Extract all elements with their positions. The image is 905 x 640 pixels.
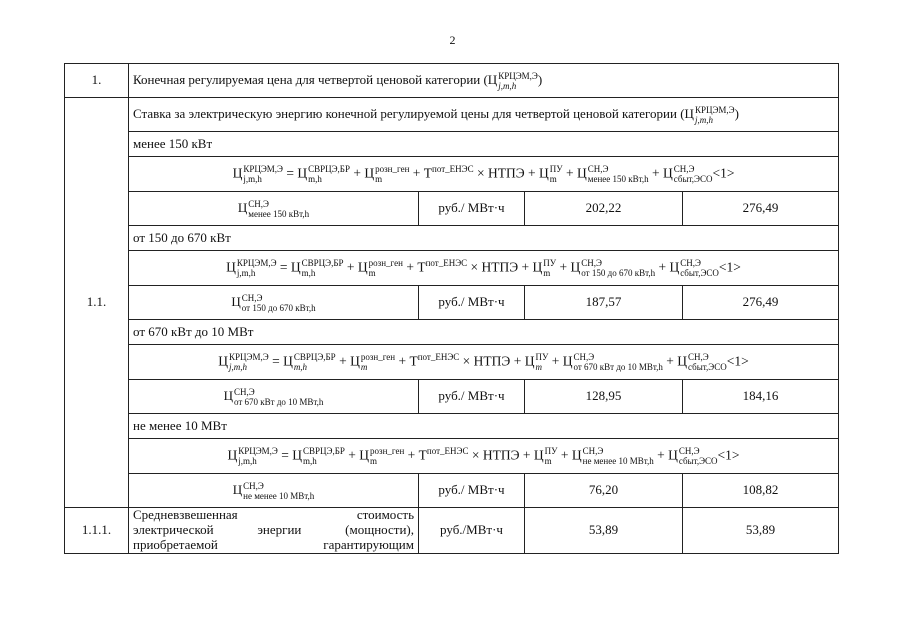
table-row-1	[65, 64, 839, 98]
value-row	[65, 474, 839, 508]
band-label-row	[65, 226, 839, 251]
formula-row	[65, 157, 839, 192]
unit: руб./ МВт·ч	[419, 474, 525, 508]
band-label: от 670 кВт до 10 МВт	[129, 320, 839, 345]
value-col-2: 276,49	[683, 286, 839, 320]
value-col-2: 276,49	[683, 192, 839, 226]
table-row-1-1	[65, 98, 839, 132]
unit: руб./ МВт·ч	[419, 286, 525, 320]
row-title: Конечная регулируемая цена для четвертой ценовой категории (Ц КРЦЭМ,Э j,m,h )	[129, 64, 839, 98]
band-label-row	[65, 132, 839, 157]
value-col-2: 184,16	[683, 380, 839, 414]
table-row-1-1-1	[65, 508, 839, 554]
tariff-table	[64, 63, 839, 554]
rate-symbol: Ц СН,Э не менее 10 МВт,h	[129, 474, 419, 508]
value-row	[65, 286, 839, 320]
row-description: Средневзвешенная стоимость электрической энергии (мощности), приобретаемой гарантирующим	[129, 508, 419, 554]
formula-row	[65, 439, 839, 474]
formula: Ц КРЦЭМ,Э j,m,h = Ц СВРЦЭ,БР m,h + Ц розн_ген m + $Т^{пот\_ЕНЭС}$ × НТПЭ + Ц ПУ m + Ц СН,Э от 150 до 670 кВт,h + Ц СН,Э сбыт,ЭСО <1>	[129, 251, 839, 286]
band-label: не менее 10 МВт	[129, 414, 839, 439]
unit: руб./ МВт·ч	[419, 192, 525, 226]
row-number: 1.1.	[65, 98, 129, 508]
page-number: 2	[449, 33, 456, 47]
row-number: 1.	[65, 64, 129, 98]
band-label-row	[65, 320, 839, 345]
value-col-2: 53,89	[683, 508, 839, 554]
value-row	[65, 380, 839, 414]
value-row	[65, 192, 839, 226]
value-col-1: 76,20	[525, 474, 683, 508]
band-label-row	[65, 414, 839, 439]
rate-symbol: Ц СН,Э от 670 кВт до 10 МВт,h	[129, 380, 419, 414]
row-number: 1.1.1.	[65, 508, 129, 554]
value-col-1: 202,22	[525, 192, 683, 226]
formula: Ц КРЦЭМ,Э j,m,h = Ц СВРЦЭ,БР m,h + Ц розн_ген m + $Т^{пот\_ЕНЭС}$ × НТПЭ + Ц ПУ m + Ц СН,Э менее 150 кВт,h + Ц СН,Э сбыт,ЭСО <1>	[129, 157, 839, 192]
unit: руб./МВт·ч	[419, 508, 525, 554]
formula: Ц КРЦЭМ,Э j,m,h = Ц СВРЦЭ,БР m,h + Ц розн_ген m + $Т^{пот\_ЕНЭС}$ × НТПЭ + Ц ПУ m + Ц СН,Э не менее 10 МВт,h + Ц СН,Э сбыт,ЭСО <1>	[129, 439, 839, 474]
value-col-1: 53,89	[525, 508, 683, 554]
formula-row	[65, 251, 839, 286]
value-col-2: 108,82	[683, 474, 839, 508]
formula: Ц КРЦЭМ,Э j,m,h = Ц СВРЦЭ,БР m,h + Ц розн_ген m + $Т^{пот\_ЕНЭС}$ × НТПЭ + Ц ПУ m + Ц СН,Э от 670 кВт до 10 МВт,h + Ц СН,Э сбыт,ЭСО <1>	[129, 345, 839, 380]
value-col-1: 187,57	[525, 286, 683, 320]
rate-symbol: Ц СН,Э менее 150 кВт,h	[129, 192, 419, 226]
rate-symbol: Ц СН,Э от 150 до 670 кВт,h	[129, 286, 419, 320]
row-title: Ставка за электрическую энергию конечной регулируемой цены для четвертой ценовой категории (Ц КРЦЭМ,Э j,m,h )	[129, 98, 839, 132]
band-label: менее 150 кВт	[129, 132, 839, 157]
value-col-1: 128,95	[525, 380, 683, 414]
band-label: от 150 до 670 кВт	[129, 226, 839, 251]
unit: руб./ МВт·ч	[419, 380, 525, 414]
formula-row	[65, 345, 839, 380]
